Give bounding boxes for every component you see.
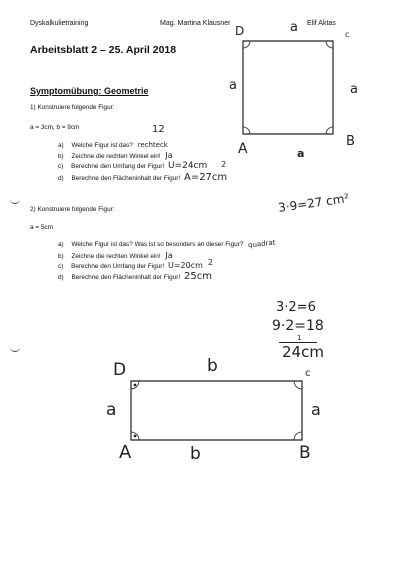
rectangle-outline <box>131 381 302 440</box>
calc-total: 24cm <box>282 343 324 361</box>
task1-exponent: 2 <box>221 160 227 169</box>
item-label: d) <box>58 274 64 281</box>
calc-line-2: 9·2=18 <box>272 318 324 334</box>
task1-given: a = 3cm, b = 9cm <box>30 124 80 131</box>
item-answer: U=24cm <box>167 161 208 171</box>
task2-exponent: 2 <box>208 258 214 267</box>
calc-line-1: 3·2=6 <box>276 300 316 315</box>
right-angle-mark <box>243 127 250 134</box>
right-angle-mark <box>294 432 302 440</box>
square-label-bottom: a <box>297 147 305 160</box>
rect-label-bottom-right: B <box>299 443 311 463</box>
rect-label-bottom-left: A <box>119 442 132 463</box>
item-answer: Ja <box>165 251 173 260</box>
task1-note-12: 12 <box>152 124 165 135</box>
item-text: Berechne den Flächeninhalt der Figur! <box>71 175 181 182</box>
rect-label-bottom: b <box>190 444 201 464</box>
item-answer: quadrat <box>247 238 277 250</box>
item-label: b) <box>58 253 64 260</box>
rect-label-top: b <box>207 356 218 376</box>
task2-heading: 2) Konstruiere folgende Figur: <box>30 206 115 213</box>
item-answer: Ja <box>165 151 173 160</box>
item-text: Zeichne die rechten Winkel ein! <box>71 253 161 260</box>
rect-label-top-right: c <box>305 368 311 379</box>
item-label: c) <box>58 163 64 170</box>
square-label-left: a <box>229 78 237 93</box>
right-angle-mark <box>326 41 333 48</box>
page-title: Arbeitsblatt 2 – 25. April 2018 <box>30 44 177 56</box>
header-center: Mag. Martina Klausner <box>160 20 231 27</box>
item-label: c) <box>58 263 64 270</box>
rectangle-figure <box>131 381 302 440</box>
square-label-top-left: D <box>235 24 245 38</box>
square-label-right: a <box>350 82 358 97</box>
header-right: Elif Aktas <box>307 20 336 27</box>
item-answer: rechteck <box>137 141 168 149</box>
task1-area-calc: 3·9=27 cm² <box>277 191 350 215</box>
calc-carry: 1 <box>297 334 302 342</box>
square-label-bottom-right: B <box>346 134 355 149</box>
task1-heading: 1) Konstruiere folgende Figur: <box>30 104 115 111</box>
item-text: Berechne den Umfang der Figur! <box>71 263 165 270</box>
rect-label-right: a <box>311 400 321 419</box>
item-text: Berechne den Umfang der Figur! <box>71 163 165 170</box>
item-label: a) <box>58 142 64 149</box>
square-label-top-right: c <box>345 30 350 39</box>
item-label: a) <box>58 241 64 248</box>
item-label: b) <box>58 153 64 160</box>
item-text: Welche Figur ist das? <box>71 142 133 149</box>
task2-given: a = 5cm <box>30 224 53 231</box>
item-answer: 25cm <box>183 271 212 282</box>
square-label-bottom-left: A <box>238 141 248 157</box>
right-angle-mark <box>243 41 250 48</box>
header-left: Dyskalkulietraining <box>30 20 89 27</box>
square-outline <box>243 41 333 134</box>
item-text: Berechne den Flächeninhalt der Figur! <box>71 274 181 281</box>
angle-dot <box>134 435 136 437</box>
right-angle-mark <box>294 381 302 389</box>
item-answer: U=20cm <box>167 261 203 270</box>
item-text: Welche Figur ist das? Was ist so besonders an dieser Figur? <box>71 241 244 248</box>
item-text: Zeichne die rechten Winkel ein! <box>71 153 161 160</box>
item-answer: A=27cm <box>183 172 228 183</box>
item-label: d) <box>58 175 64 182</box>
right-angle-mark <box>326 127 333 134</box>
rect-label-left: a <box>106 400 117 420</box>
angle-dot <box>134 384 136 386</box>
square-label-top: a <box>290 20 298 35</box>
square-figure <box>243 41 333 134</box>
rect-label-top-left: D <box>113 360 127 380</box>
section-title: Symptomübung: Geometrie <box>30 86 149 96</box>
